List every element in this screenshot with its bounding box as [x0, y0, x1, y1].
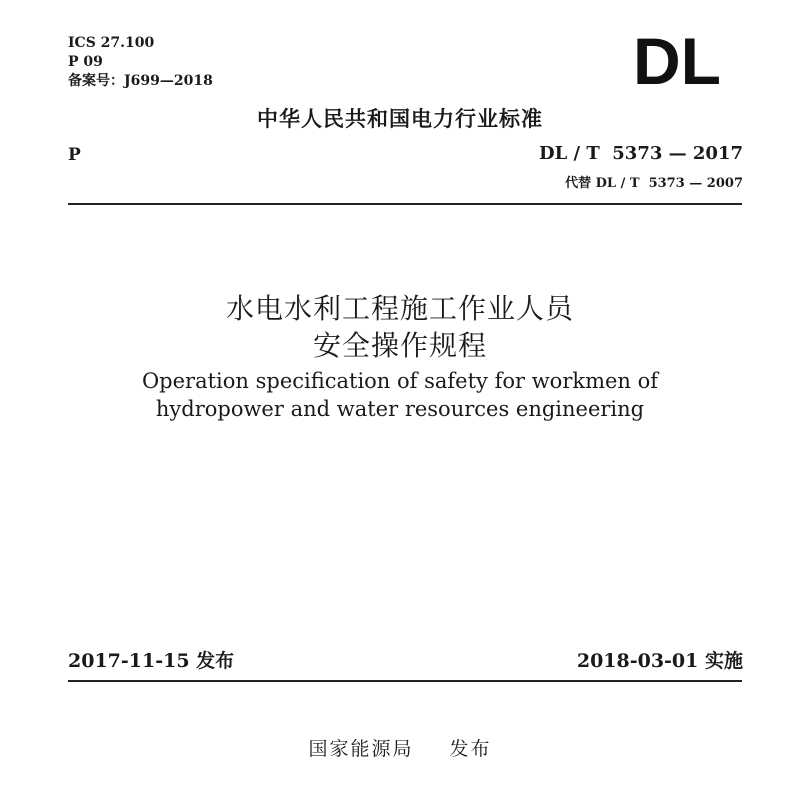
issuer-name: 国家能源局: [308, 738, 414, 760]
category-letter: P: [68, 145, 81, 165]
ics-code: ICS 27.100: [68, 35, 155, 51]
title-en-line2: hydropower and water resources engineering: [155, 397, 645, 421]
issue-date: 2017-11-15 发布: [68, 650, 235, 672]
implementation-date: 2018-03-01 实施: [576, 650, 743, 672]
svg-text:DL: DL: [633, 30, 721, 88]
top-divider: [68, 203, 742, 205]
title-cn-line2: 安全操作规程: [312, 329, 487, 362]
bottom-divider: [68, 680, 742, 682]
record-number: 备案号：J699—2018: [68, 73, 213, 89]
title-en-line1: Operation specification of safety for workmen of: [141, 369, 659, 393]
category-code: P 09: [68, 54, 103, 70]
issuer: [0, 734, 800, 761]
standard-category-title: 中华人民共和国电力行业标准: [257, 107, 543, 131]
dl-logo: [612, 30, 742, 88]
classification-codes: [68, 34, 213, 91]
issuer-action: 发布: [449, 738, 492, 760]
title-cn-line1: 水电水利工程施工作业人员: [225, 292, 574, 325]
replaces-standard: 代替 DL / T 5373 — 2007: [565, 176, 743, 191]
standard-number: DL / T 5373 — 2017: [538, 143, 743, 164]
